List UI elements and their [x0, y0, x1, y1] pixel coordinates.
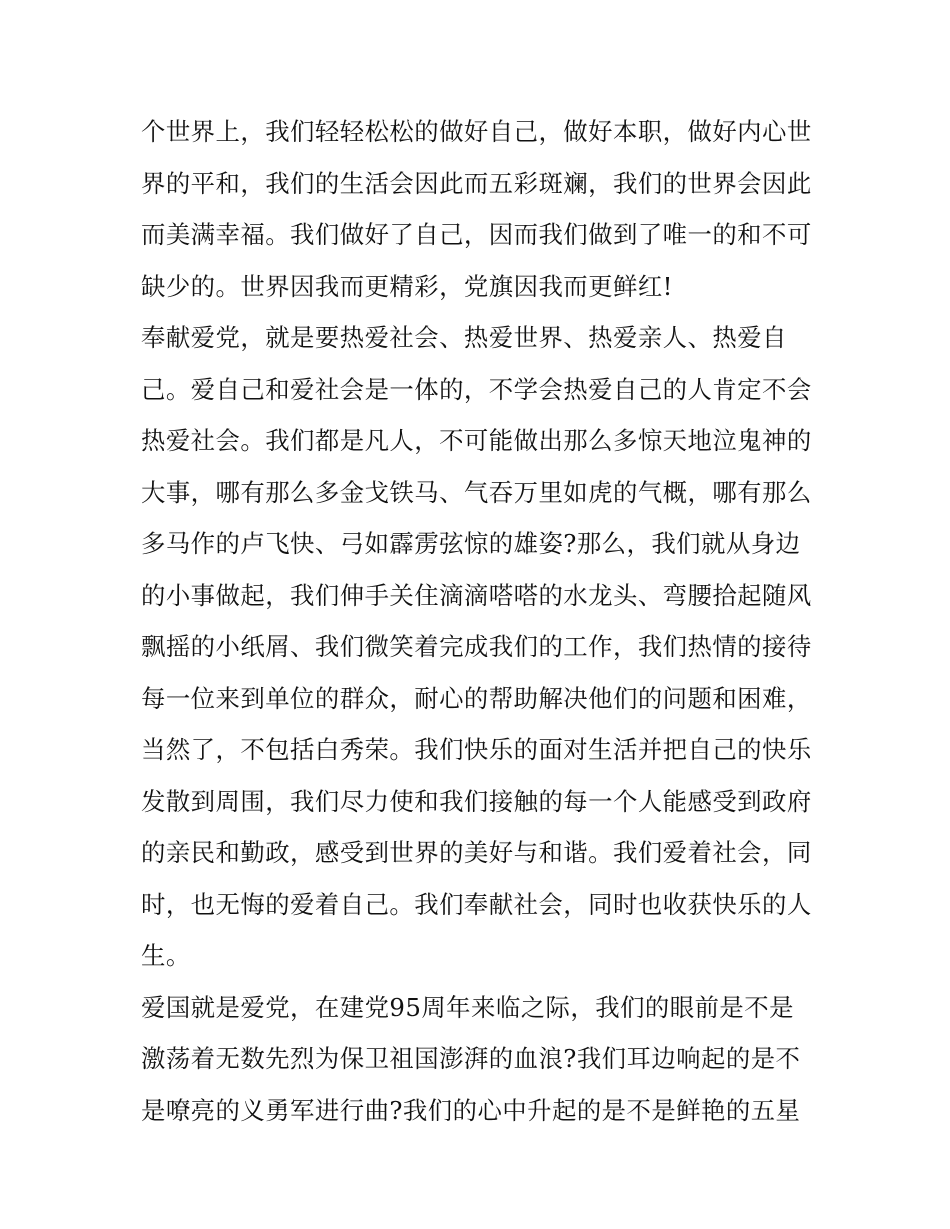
text-line: 个世界上，我们轻轻松松的做好自己，做好本职，做好内心世 — [141, 117, 812, 146]
text-line: 大事，哪有那么多金戈铁马、气吞万里如虎的气概，哪有那么 — [141, 477, 812, 507]
text-line: 飘摇的小纸屑、我们微笑着完成我们的工作，我们热情的接待 — [141, 632, 812, 661]
text-line: 生。 — [141, 941, 191, 970]
text-line: 多马作的卢飞快、弓如霹雳弦惊的雄姿?那么，我们就从身边 — [141, 529, 801, 558]
text-line: 每一位来到单位的群众，耐心的帮助解决他们的问题和困难， — [141, 683, 812, 713]
text-line: 是嘹亮的义勇军进行曲?我们的心中升起的是不是鲜艳的五星 — [141, 1095, 801, 1125]
document-body-text — [141, 106, 821, 1136]
text-line: 的亲民和勤政，感受到世界的美好与和谐。我们爱着社会，同 — [141, 838, 812, 867]
text-line: 界的平和，我们的生活会因此而五彩斑斓，我们的世界会因此 — [141, 168, 812, 198]
text-line: 当然了，不包括白秀荣。我们快乐的面对生活并把自己的快乐 — [141, 735, 812, 764]
text-line: 的小事做起，我们伸手关住滴滴嗒嗒的水龙头、弯腰拾起随风 — [141, 580, 812, 610]
text-line: 时，也无悔的爱着自己。我们奉献社会，同时也收获快乐的人 — [141, 889, 812, 919]
text-line: 热爱社会。我们都是凡人，不可能做出那么多惊天地泣鬼神的 — [141, 426, 812, 455]
text-line: 而美满幸福。我们做好了自己，因而我们做到了唯一的和不可 — [141, 220, 812, 249]
text-line: 发散到周围，我们尽力使和我们接触的每一个人能感受到政府 — [141, 786, 812, 816]
text-line: 爱国就是爱党，在建党95周年来临之际，我们的眼前是不是 — [141, 992, 794, 1022]
text-line: 奉献爱党，就是要热爱社会、热爱世界、热爱亲人、热爱自 — [141, 323, 787, 352]
text-line: 缺少的。世界因我而更精彩，党旗因我而更鲜红! — [141, 271, 673, 301]
text-line: 激荡着无数先烈为保卫祖国澎湃的血浪?我们耳边响起的是不 — [141, 1044, 801, 1073]
text-line: 己。爱自己和爱社会是一体的，不学会热爱自己的人肯定不会 — [141, 374, 812, 404]
